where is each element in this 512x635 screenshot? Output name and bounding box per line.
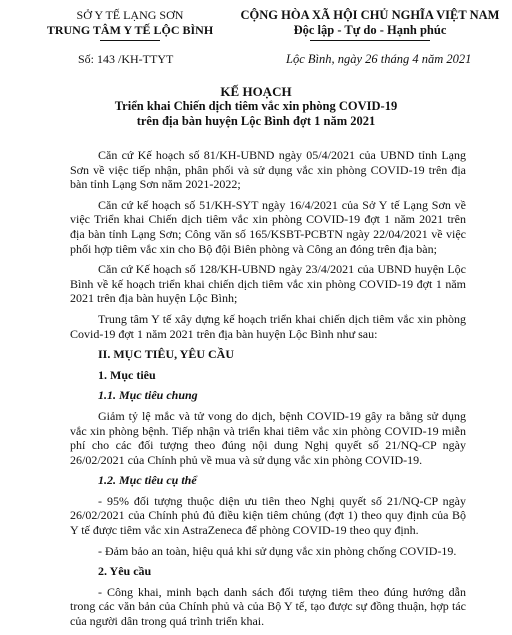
- subsection-heading-specific-goal: 1.2. Mục tiêu cụ thể: [98, 473, 197, 488]
- national-header-block: [228, 8, 512, 41]
- place-date: Lộc Bình, ngày 26 tháng 4 năm 2021: [286, 52, 472, 66]
- intro-paragraph: Trung tâm Y tế xây dựng kế hoạch triển khai chiến dịch tiêm vắc xin phòng Covid-19 đợt 1 năm 2021 trên địa bàn huyện Lộc Bình như sau:: [70, 311, 466, 341]
- document-number: Số: 143 /KH-TTYT: [78, 52, 174, 66]
- national-motto: Độc lập - Tự do - Hạnh phúc: [293, 23, 447, 37]
- section-heading: II. MỤC TIÊU, YÊU CẦU: [98, 347, 235, 362]
- requirement-1: - Công khai, minh bạch danh sách đối tượng tiêm theo đúng hướng dẫn trong các văn bản của Chính phủ và của Bộ Y tế, tạo được sự đồng thuận, hợp tác của người dân trong quá trình triển khai.: [70, 584, 466, 629]
- subsection-heading-general-goal: 1.1. Mục tiêu chung: [98, 388, 198, 403]
- specific-goal-1: - 95% đối tượng thuộc diện ưu tiên theo Nghị quyết số 21/NQ-CP ngày 26/02/2021 của Chính phủ đủ điều kiện tiêm chủng (đợt 1) theo quy định của Bộ Y tế được tiêm vắc xin AstraZeneca để phòng COVID-19 theo quy định.: [70, 493, 466, 538]
- document-subtitle-line2: trên địa bàn huyện Lộc Bình đợt 1 năm 2021: [136, 114, 376, 128]
- legal-basis-1: Căn cứ Kế hoạch số 81/KH-UBND ngày 05/4/2021 của UBND tỉnh Lạng Sơn về việc tiếp nhận, phân phối và sử dụng vắc xin phòng COVID-19 trên địa bàn tỉnh Lạng Sơn năm 2021-2022;: [70, 148, 466, 192]
- agency-underline: [100, 40, 160, 41]
- parent-agency: SỞ Y TẾ LẠNG SƠN: [76, 8, 184, 22]
- legal-basis-3: Căn cứ Kế hoạch số 128/KH-UBND ngày 23/4/2021 của UBND huyện Lộc Bình về kế hoạch triển khai chiến dịch tiêm vắc xin phòng COVID-19 đợt 1 năm 2021 trên địa bàn huyện Lộc Bình;: [70, 262, 466, 306]
- document-type: KẾ HOẠCH: [220, 84, 292, 99]
- issuing-agency-block: [40, 8, 220, 41]
- legal-basis-2: Căn cứ kế hoạch số 51/KH-SYT ngày 16/4/2021 của Sở Y tế Lạng Sơn về việc Triển khai Chiến dịch tiêm vắc xin phòng COVID-19 đợt 1 năm 2021 trên địa bàn tỉnh Lạng Sơn; Công văn số 165/KSBT-PCBTN ngày 22/04/2021 về việc phối hợp tiêm vắc xin cho Bộ đội Biên phòng và Công an đóng trên địa bàn;: [70, 197, 466, 256]
- subsection-heading-goals: 1. Mục tiêu: [98, 367, 156, 382]
- document-subtitle-line1: Triển khai Chiến dịch tiêm vắc xin phòng COVID-19: [114, 99, 398, 113]
- agency-name: TRUNG TÂM Y TẾ LỘC BÌNH: [46, 23, 214, 37]
- general-goal-paragraph: Giảm tỷ lệ mắc và tử vong do dịch, bệnh COVID-19 gây ra bằng sử dụng vắc xin phòng bệnh. Tiếp nhận và triển khai tiêm vắc xin phòng COVID-19 miễn phí cho các đối tượng theo đúng nội dung Nghị quyết số 21/NQ-CP ngày 26/02/2021 của Chính phủ về mua và sử dụng vắc xin phòng COVID-19.: [70, 408, 466, 467]
- document-title-block: [0, 84, 512, 129]
- subsection-heading-requirements: 2. Yêu cầu: [98, 564, 152, 579]
- document-body: [70, 148, 466, 635]
- national-name: CỘNG HÒA XÃ HỘI CHỦ NGHĨA VIỆT NAM: [240, 8, 500, 22]
- motto-underline: [310, 40, 430, 41]
- specific-goal-2: - Đảm bảo an toàn, hiệu quả khi sử dụng vắc xin phòng chống COVID-19.: [98, 543, 457, 558]
